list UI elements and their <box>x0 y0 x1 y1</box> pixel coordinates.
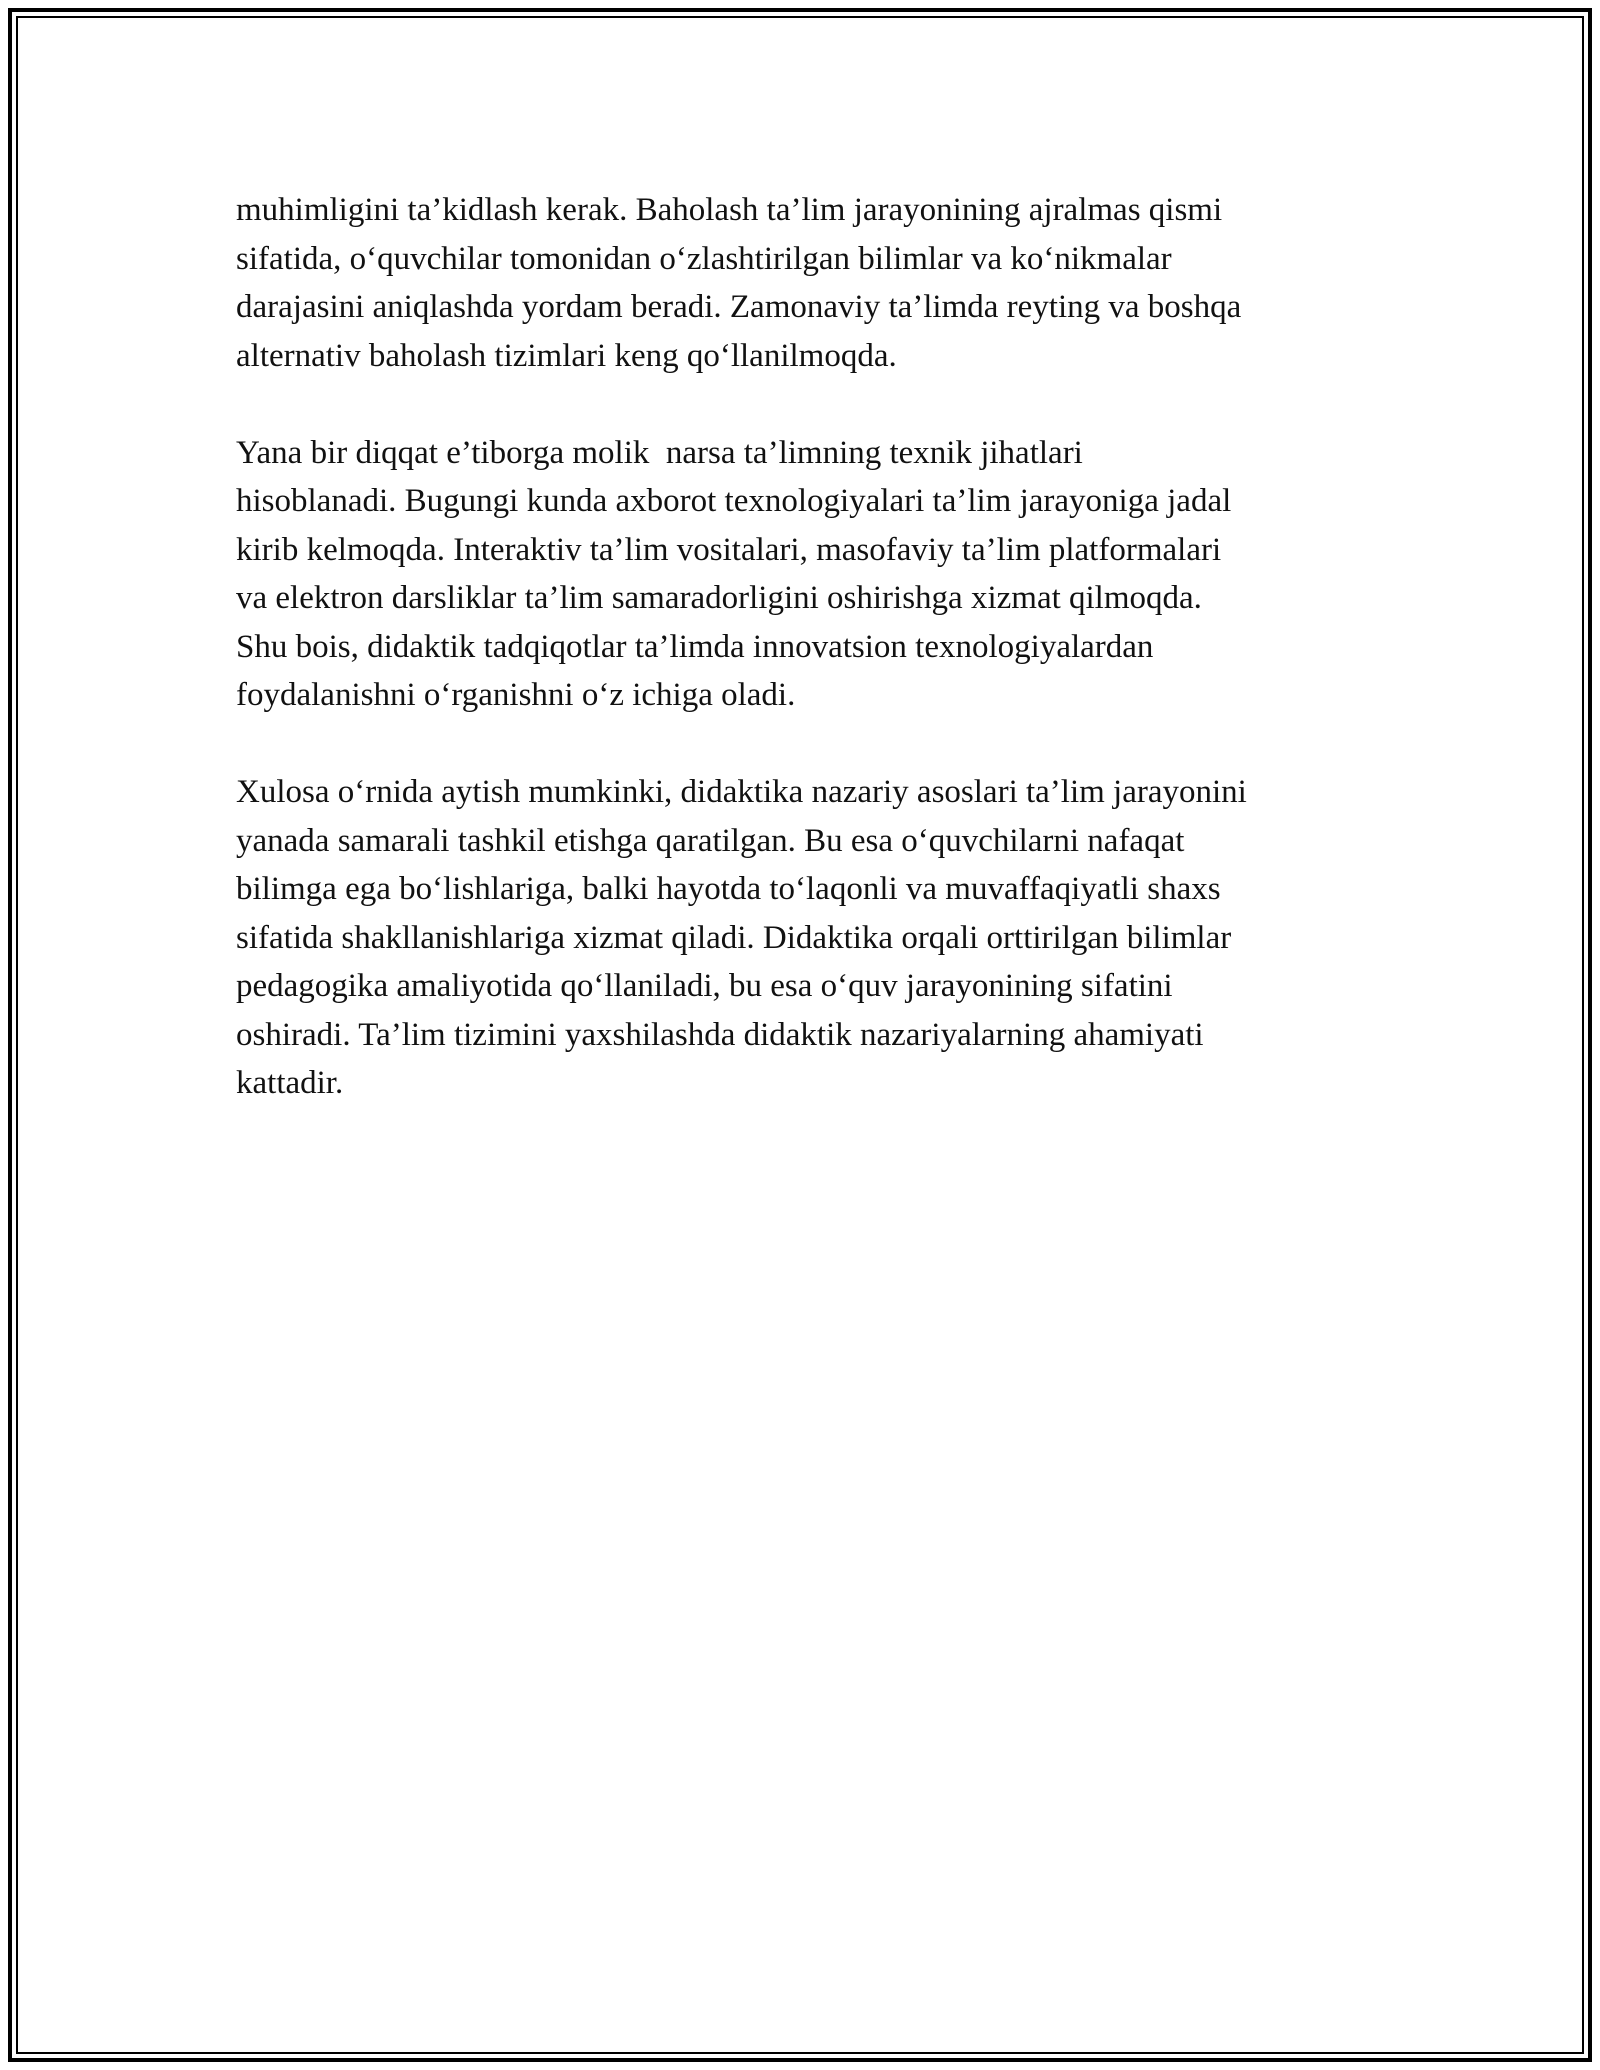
text-line: oshiradi. Ta’lim tizimini yaxshilashda didaktik nazariyalarning ahamiyati <box>236 1016 1204 1053</box>
text-line: Shu bois, didaktik tadqiqotlar ta’limda innovatsion texnologiyalardan <box>236 628 1154 665</box>
text-line: va elektron darsliklar ta’lim samaradorligini oshirishga xizmat qilmoqda. <box>236 580 1202 616</box>
paragraph-3 <box>236 768 1386 1108</box>
document-body <box>236 186 1386 1156</box>
text-line: Yana bir diqqat e’tiborga molik narsa ta’limning texnik jihatlari <box>236 434 1083 471</box>
text-line: alternativ baholash tizimlari keng qo‘llanilmoqda. <box>236 337 897 374</box>
paragraph-2 <box>236 429 1386 720</box>
text-line: kirib kelmoqda. Interaktiv ta’lim vositalari, masofaviy ta’lim platformalari <box>236 531 1222 568</box>
text-line: muhimligini ta’kidlash kerak. Baholash ta’lim jarayonining ajralmas qismi <box>236 192 1223 228</box>
text-line: kattadir. <box>236 1065 344 1101</box>
text-line: sifatida, o‘quvchilar tomonidan o‘zlashtirilgan bilimlar va ko‘nikmalar <box>236 240 1172 277</box>
text-line: Xulosa o‘rnida aytish mumkinki, didaktika nazariy asoslari ta’lim jarayonini <box>236 774 1247 810</box>
text-line: hisoblanadi. Bugungi kunda axborot texnologiyalari ta’lim jarayoniga jadal <box>236 483 1232 519</box>
text-line: yanada samarali tashkil etishga qaratilgan. Bu esa o‘quvchilarni nafaqat <box>236 822 1185 859</box>
text-line: darajasini aniqlashda yordam beradi. Zamonaviy ta’limda reyting va boshqa <box>236 289 1242 325</box>
text-line: pedagogika amaliyotida qo‘llaniladi, bu esa o‘quv jarayonining sifatini <box>236 968 1173 1004</box>
text-line: sifatida shakllanishlariga xizmat qiladi. Didaktika orqali orttirilgan bilimlar <box>236 919 1232 956</box>
text-line: foydalanishni o‘rganishni o‘z ichiga oladi. <box>236 677 796 713</box>
text-line: bilimga ega bo‘lishlariga, balki hayotda to‘laqonli va muvaffaqiyatli shaxs <box>236 871 1221 907</box>
paragraph-1 <box>236 186 1386 380</box>
